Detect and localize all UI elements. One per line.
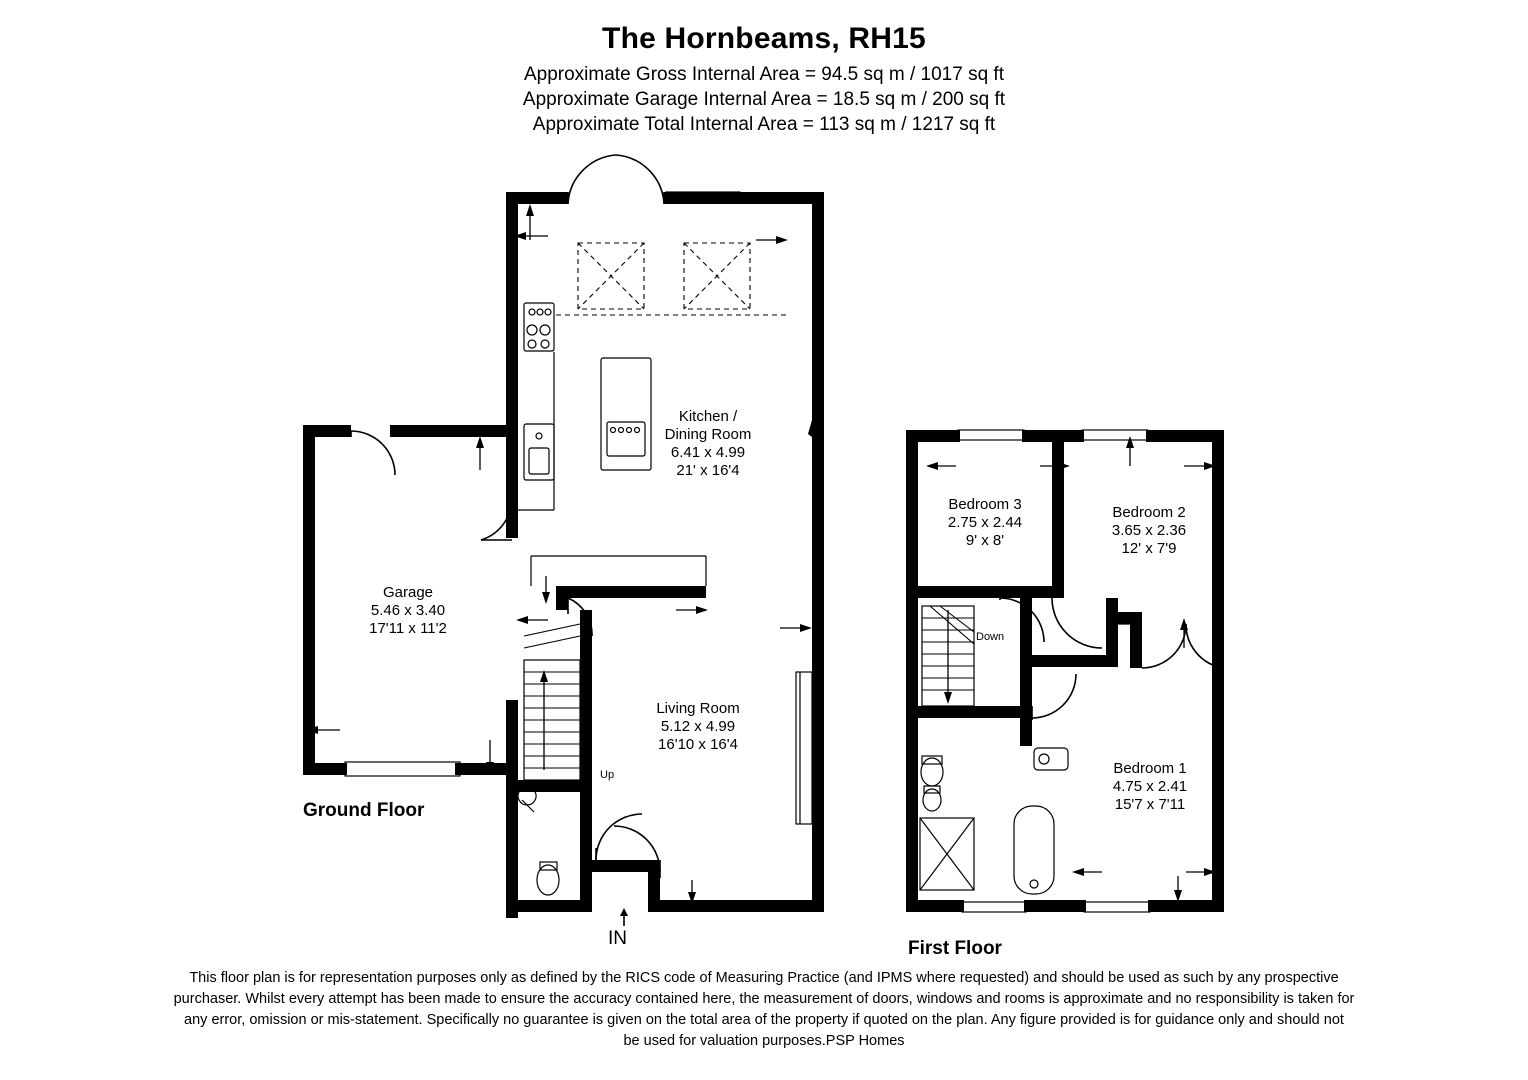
room-label-bedroom-2 (1064, 504, 1234, 558)
disclaimer-line-1: This floor plan is for representation purposes only as defined by the RICS code of Measuring Practice (and IPMS where requested) and should be used as such by any prospective (189, 970, 1339, 986)
room-name: Bedroom 2 (1112, 504, 1186, 521)
room-dimension-imperial: 21' x 16'4 (676, 462, 740, 479)
room-label-garage (318, 584, 498, 638)
ground-floor-label: Ground Floor (303, 800, 425, 821)
room-name: Kitchen / (678, 408, 738, 425)
disclaimer-line-2: purchaser. Whilst every attempt has been made to ensure the accuracy contained here, the measurement of doors, windows and rooms is approximate and no responsibility is taken for (173, 991, 1355, 1007)
room-name: Bedroom 3 (948, 496, 1022, 513)
garage-internal-area-text: Approximate Garage Internal Area = 18.5 sq m / 200 sq ft (522, 89, 1006, 110)
room-dimension-metric: 4.75 x 2.41 (1112, 778, 1188, 795)
disclaimer-line-4: be used for valuation purposes.PSP Homes (623, 1033, 905, 1049)
room-name: Garage (382, 584, 434, 601)
room-dimension-imperial: 17'11 x 11'2 (369, 620, 447, 637)
room-label-bedroom-3 (900, 496, 1070, 550)
disclaimer-line-3: any error, omission or mis-statement. Specifically no guarantee is given on the total area of the property if quoted on the plan. Any figure provided is for guidance only and should not (184, 1012, 1344, 1028)
room-dimension-metric: 2.75 x 2.44 (947, 514, 1023, 531)
first-floor-label: First Floor (908, 938, 1002, 959)
room-label-bedroom-1 (1060, 760, 1240, 814)
room-label-kitchen-dining-room (618, 408, 798, 480)
room-dimension-imperial: 9' x 8' (965, 532, 1005, 549)
stairs-up-label: Up (600, 769, 615, 781)
disclaimer (50, 968, 1478, 1052)
page-title: The Hornbeams, RH15 (602, 22, 926, 55)
stairs-down-label: Down (976, 631, 1005, 643)
room-name: Bedroom 1 (1113, 760, 1187, 777)
room-dimension-metric: 6.41 x 4.99 (670, 444, 746, 461)
room-dimension-imperial: 16'10 x 16'4 (658, 736, 738, 753)
room-dimension-metric: 5.46 x 3.40 (370, 602, 446, 619)
room-dimension-metric: 5.12 x 4.99 (660, 718, 736, 735)
room-dimension-imperial: 12' x 7'9 (1121, 540, 1177, 557)
entrance-label: IN (608, 928, 627, 949)
gross-internal-area-text: Approximate Gross Internal Area = 94.5 sq m / 1017 sq ft (523, 64, 1004, 85)
room-label-living-room (608, 700, 788, 754)
total-internal-area-text: Approximate Total Internal Area = 113 sq m / 1217 sq ft (532, 114, 996, 135)
room-name: Living Room (656, 700, 740, 717)
room-name-2: Dining Room (664, 426, 752, 443)
room-dimension-imperial: 15'7 x 7'11 (1114, 796, 1186, 813)
entrance-arrow-icon (617, 908, 631, 926)
room-dimension-metric: 3.65 x 2.36 (1111, 522, 1187, 539)
